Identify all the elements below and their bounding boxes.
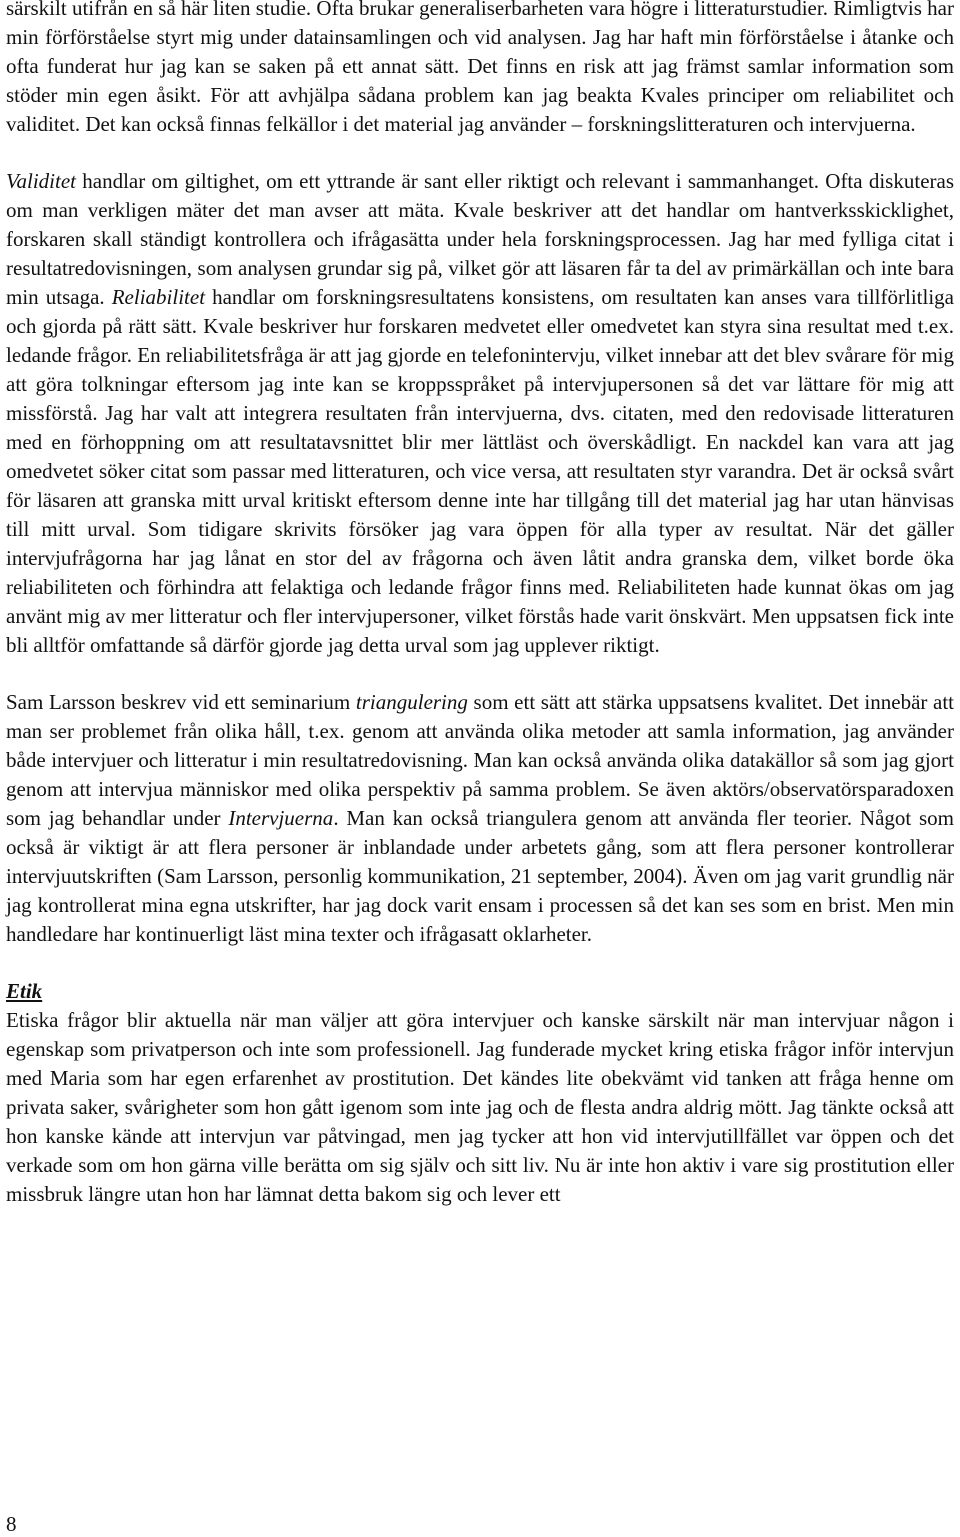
term-intervjuerna: Intervjuerna [228, 806, 334, 830]
section-heading-etik: Etik [6, 979, 43, 1003]
paragraph-limitations: särskilt utifrån en så här liten studie. Ofta brukar generaliserbarheten vara högre i litteraturstudier. Rimligtvis har min förförståelse styrt mig under datainsamlingen och vid analysen. Jag har haft min förförståelse i åtanke och ofta funderat hur jag kan se saken på ett annat sätt. Det finns en risk att jag främst samlar information som stöder min egen åsikt. För att avhjälpa sådana problem kan jag beakta Kvales principer om reliabilitet och validitet. Det kan också finnas felkällor i det material jag använder – forskningslitteraturen och intervjuerna. [6, 0, 954, 136]
paragraph-validity-reliability [6, 167, 954, 660]
validity-text: handlar om giltighet, om ett yttrande är sant eller riktigt och relevant i sammanhanget. Ofta diskuteras om man verkligen mäter det man avser att mäta. Kvale beskriver att det handlar om hantverksskicklighet, forskaren skall ständigt kontrollera och ifrågasätta under hela forskningsprocessen. Jag har med fylliga citat i resultatredovisningen, som analysen grundar sig på, vilket gör att läsaren får ta del av primärkällan och inte bara min utsaga. [6, 169, 954, 309]
term-reliabilitet: Reliabilitet [111, 285, 206, 309]
triangulation-text-end: . Man kan också triangulera genom att använda fler teorier. Något som också är viktigt är att flera personer är inblandade under arbetets gång, som att flera personer kontrollerar intervjuutskriften (Sam Larsson, personlig kommunikation, 21 september, 2004). Även om jag varit grundlig när jag kontrollerat mina egna utskrifter, har jag dock varit ensam i processen så det kan ses som en brist. Men min handledare har kontinuerligt läst mina texter och ifrågasatt oklarheter. [6, 806, 954, 946]
triangulation-intro: Sam Larsson beskrev vid ett seminarium [6, 690, 356, 714]
paragraph-gap [6, 660, 954, 688]
page-number: 8 [6, 1512, 17, 1536]
term-triangulering: triangulering [355, 690, 468, 714]
paragraph-gap [6, 139, 954, 167]
term-validitet: Validitet [6, 169, 76, 193]
paragraph-triangulation [6, 688, 954, 949]
paragraph-gap [6, 949, 954, 977]
paragraph-ethics: Etiska frågor blir aktuella när man väljer att göra intervjuer och kanske särskilt när man intervjuar någon i egenskap som privatperson och inte som professionell. Jag funderade mycket kring etiska frågor inför intervjun med Maria som har egen erfarenhet av prostitution. Det kändes lite obekvämt vid tanken att fråga henne om privata saker, svårigheter som hon gått igenom som inte jag och de flesta andra aldrig mött. Jag tänkte också att hon kanske kände att intervjun var påtvingad, men jag tycker att hon vid intervjutillfället var öppen och det verkade som om hon gärna ville berätta om sig själv och sitt liv. Nu är inte hon aktiv i vare sig prostitution eller missbruk längre utan hon har lämnat detta bakom sig och lever ett [6, 1008, 954, 1206]
reliability-text: handlar om forskningsresultatens konsistens, om resultaten kan anses vara tillförlitliga och gjorda på rätt sätt. Kvale beskriver hur forskaren medvetet eller omedvetet kan styra sina resultat med t.ex. ledande frågor. En reliabilitetsfråga är att jag gjorde en telefonintervju, vilket innebar att det blev svårare för mig att göra tolkningar eftersom jag inte kan se kroppsspråket på intervjupersonen så det var lättare för mig att missförstå. Jag har valt att integrera resultaten från intervjuerna, dvs. citaten, med den redovisade litteraturen med en förhoppning om att resultatavsnittet blir mer lättläst och överskådligt. En nackdel kan vara att jag omedvetet söker citat som passar med litteraturen, och vice versa, att resultaten styr varandra. Det är också svårt för läsaren att granska mitt urval kritiskt eftersom denne inte har tillgång till det material jag har utan hänvisas till mitt urval. Som tidigare skrivits försöker jag vara öppen för alla typer av resultat. När det gäller intervjufrågorna har jag lånat en stor del av frågorna och även låtit andra granska dem, vilket borde öka reliabiliteten och förhindra att felaktiga och ledande frågor finns med. Reliabiliteten hade kunnat ökas om jag använt mig av mer litteratur och fler intervjupersoner, vilket förstås hade varit önskvärt. Men uppsatsen fick inte bli alltför omfattande så därför gjorde jag detta urval som jag upplever riktigt. [6, 285, 954, 657]
triangulation-text: som ett sätt att stärka uppsatsens kvalitet. Det innebär att man ser problemet från olika håll, t.ex. genom att använda olika metoder att samla information, jag använder både intervjuer och litteratur i min resultatredovisning. Man kan också använda olika datakällor så som jag gjort genom att intervjua människor med olika perspektiv på samma problem. Se även aktörs/observatörsparadoxen som jag behandlar under [6, 690, 954, 830]
document-page [6, 0, 954, 1209]
